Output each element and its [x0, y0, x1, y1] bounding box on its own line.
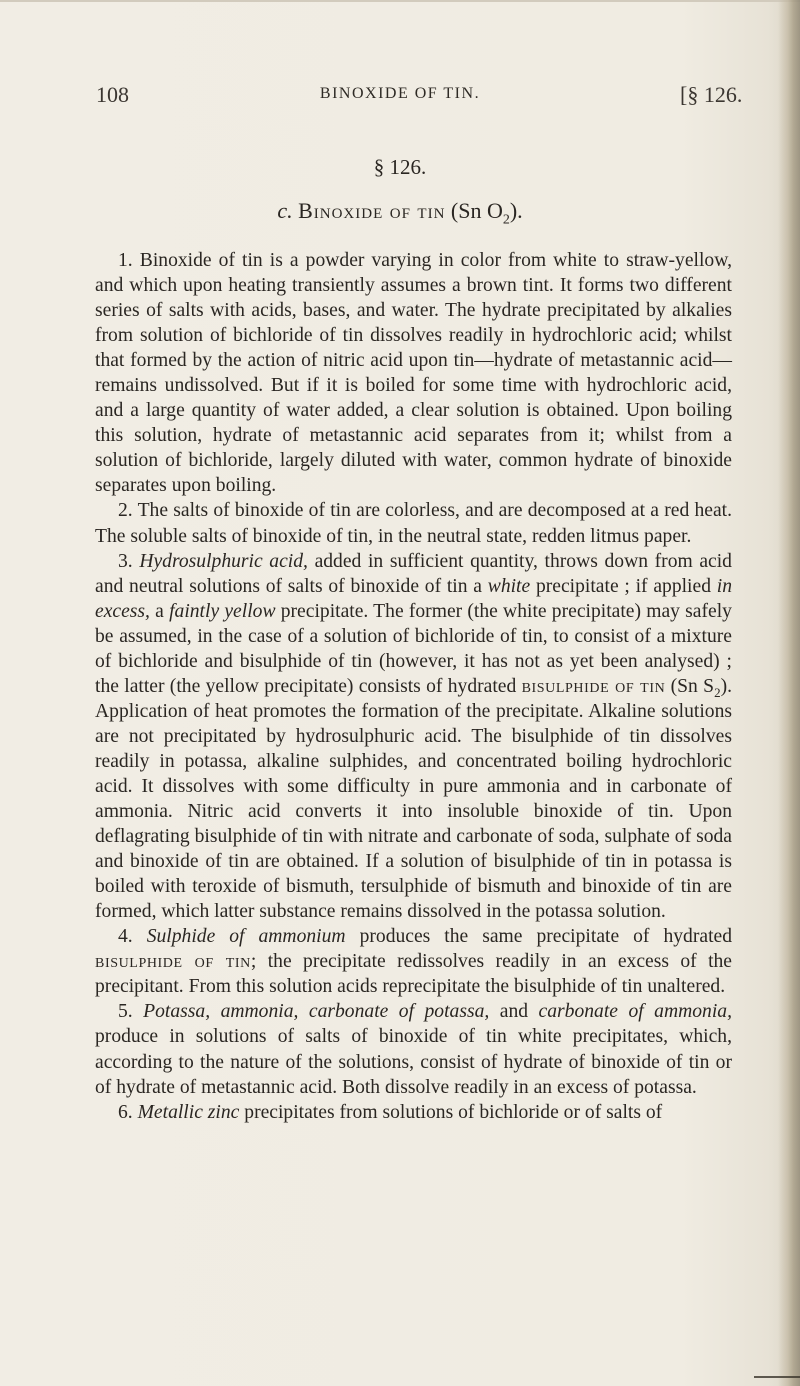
- reagent-potassa-group: Potassa, ammonia, carbonate of potassa,: [143, 1001, 490, 1023]
- subtitle-formula: (Sn $O_2$).: [450, 198, 523, 228]
- paragraph-4: 4. Sulphide of ammonium produces the same precipitate of hydrated bisulphide of tin; the precipitate redissolves readily in an excess of the precipitant. From this solution acids reprecipitate the bisulphide of tin unaltered.: [95, 926, 733, 998]
- page-number: 108: [96, 82, 129, 107]
- section-number: § 126.: [373, 155, 427, 179]
- paragraph-3: 3. Hydrosulphuric acid, added in sufficient quantity, throws down from acid and neutral solutions of salts of binoxide of tin a white precipitate ; if applied in excess, a faintly yellow precipitate. The former (the white precipitate) may safely be assumed, in the case of a solution of bichloride of tin, to consist of a mixture of bichloride and bisulphide of tin (however, it has not as yet been analysed) ; the latter (the yellow precipitate) consists of hydrated bisulphide of tin (Sn $S_2$). Application of heat promotes the formation of the precipitate. Alkaline solutions are not precipitated by hydrosulphuric acid. The bisulphide of tin dissolves readily in potassa, alkaline sulphides, and concentrated boiling hydrochloric acid. It dissolves with some difficulty in pure ammonia and in carbonate of ammonia. Nitric acid converts it into insoluble binoxide of tin. Upon deflagrating bisulphide of tin with nitrate and carbonate of soda, sulphate of soda and binoxide of tin are obtained. If a solution of bisulphide of tin in potassa is boiled with teroxide of bismuth, tersulphide of bismuth and binoxide of tin are formed, which latter substance remains dissolved in the potassa solution.: [95, 550, 733, 923]
- running-head: [0, 82, 800, 112]
- paragraph-1: 1. Binoxide of tin is a powder varying in color from white to straw-yellow, and which upon heating transiently assumes a brown tint. It forms two different series of salts with acids, bases, and water. The hydrate precipitated by alkalies from solution of bichloride of tin dissolves readily in hydrochloric acid; whilst that formed by the action of nitric acid upon tin—hydrate of metastannic acid—remains undissolved. But if it is boiled for some time with hydrochloric acid, and a large quantity of water added, a clear solution is obtained. Upon boiling this solution, hydrate of metastannic acid separates from it; whilst from a solution of bichloride, largely diluted with water, common hydrate of binoxide separates upon boiling.: [95, 250, 732, 497]
- subtitle-text: Binoxide of tin: [298, 198, 446, 223]
- running-head-section: [§ 126.: [680, 82, 743, 107]
- paragraph-2: 2. The salts of binoxide of tin are colorless, and are decomposed at a red heat. The soluble salts of binoxide of tin, in the neutral state, redden litmus paper.: [95, 500, 732, 547]
- section-subtitle: [0, 198, 800, 228]
- reagent-sulphide-of-ammonium: Sulphide of ammonium: [146, 926, 346, 948]
- reagent-hydrosulphuric-acid: Hydrosulphuric acid,: [139, 550, 308, 572]
- paragraph-6: 6. Metallic zinc precipitates from solutions of bichloride or of salts of: [118, 1101, 663, 1123]
- running-head-title: BINOXIDE OF TIN.: [319, 85, 481, 102]
- subtitle-letter: c.: [277, 198, 293, 223]
- formula-sn-s2: (Sn $S_2$).: [670, 675, 732, 700]
- page-corner-rule: [754, 1376, 800, 1378]
- body-text: [95, 248, 732, 1125]
- page-top-edge: [0, 0, 800, 2]
- paragraph-5: 5. Potassa, ammonia, carbonate of potassa, and carbonate of ammonia, produce in solutions of salts of binoxide of tin white precipitates, which, according to the nature of the solutions, consist of hydrate of binoxide of tin or of hydrate of metastannic acid. Both dissolve readily in an excess of potassa.: [95, 1001, 732, 1098]
- term-bisulphide-of-tin: bisulphide of tin: [521, 675, 666, 697]
- reagent-metallic-zinc: Metallic zinc: [137, 1101, 240, 1123]
